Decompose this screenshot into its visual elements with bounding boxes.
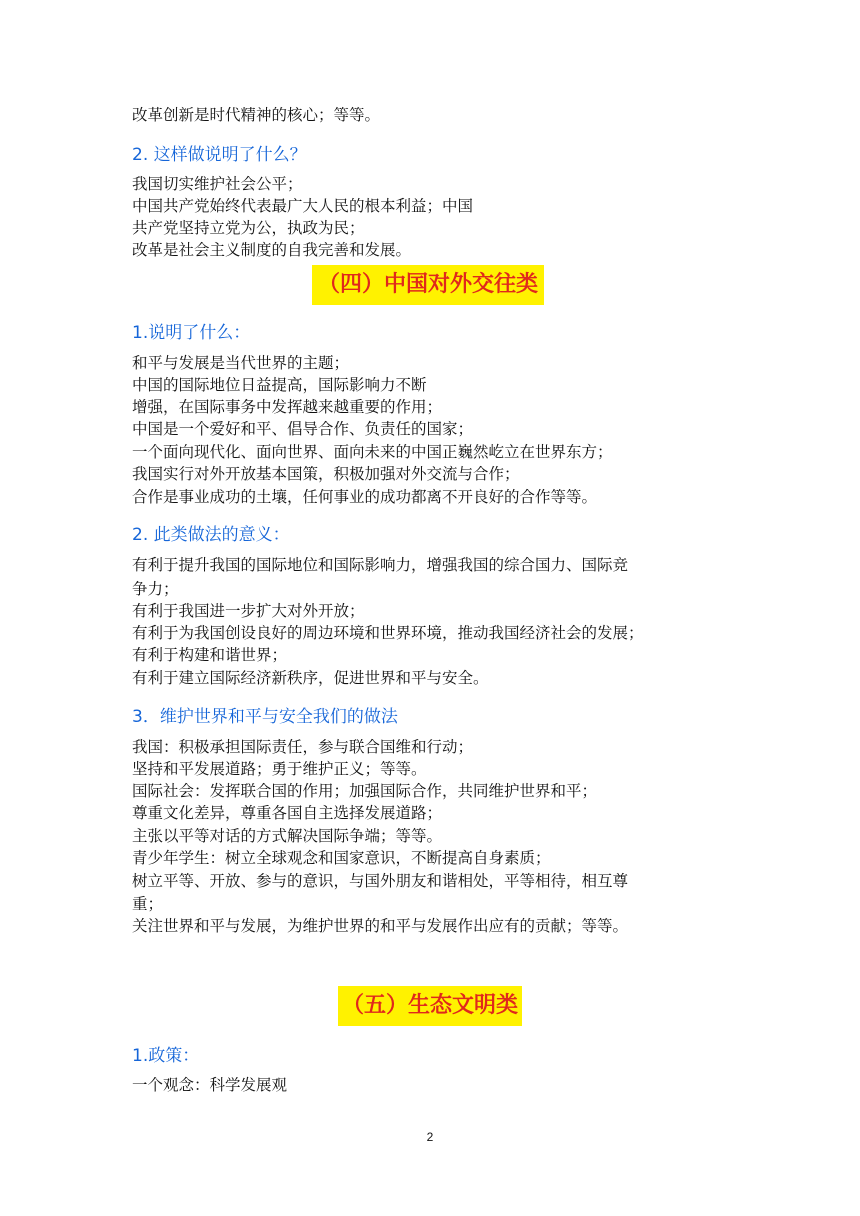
- text-line: 中国是一个爱好和平、倡导合作、负责任的国家；: [132, 420, 474, 438]
- text-line: 一个观念：科学发展观: [132, 1076, 288, 1094]
- text-line: 主张以平等对话的方式解决国际争端；等等。: [132, 827, 443, 845]
- text-line: 改革是社会主义制度的自我完善和发展。: [132, 241, 412, 259]
- text-line: 我国：积极承担国际责任，参与联合国维和行动；: [132, 738, 474, 756]
- question-heading: 3．维护世界和平与安全我们的做法: [132, 707, 398, 727]
- question-heading: 1.政策：: [132, 1046, 200, 1066]
- page-number: 2: [426, 1130, 434, 1144]
- text-line: 有利于提升我国的国际地位和国际影响力，增强我国的综合国力、国际竞: [132, 556, 629, 574]
- text-line: 一个面向现代化、面向世界、面向未来的中国正巍然屹立在世界东方；: [132, 443, 613, 461]
- text-line: 尊重文化差异，尊重各国自主选择发展道路；: [132, 804, 443, 822]
- text-line: 和平与发展是当代世界的主题；: [132, 354, 350, 372]
- text-line: 有利于建立国际经济新秩序，促进世界和平与安全。: [132, 669, 489, 687]
- text-line: 树立平等、开放、参与的意识，与国外朋友和谐相处，平等相待，相互尊: [132, 872, 629, 890]
- text-line: 共产党坚持立党为公，执政为民；: [132, 219, 365, 237]
- text-line: 中国共产党始终代表最广大人民的根本利益；中国: [132, 197, 474, 215]
- text-line: 有利于我国进一步扩大对外开放；: [132, 602, 365, 620]
- text-line: 关注世界和平与发展，为维护世界的和平与发展作出应有的贡献；等等。: [132, 917, 629, 935]
- question-heading: 2. 这样做说明了什么？: [132, 145, 307, 165]
- text-line: 重；: [132, 895, 164, 913]
- text-line: 有利于构建和谐世界；: [132, 646, 288, 664]
- text-line: 我国实行对外开放基本国策，积极加强对外交流与合作；: [132, 465, 520, 483]
- text-line: 有利于为我国创设良好的周边环境和世界环境，推动我国经济社会的发展；: [132, 624, 644, 642]
- question-heading: 2. 此类做法的意义：: [132, 525, 290, 545]
- section-banner: （四）中国对外交往类: [312, 265, 544, 305]
- question-heading: 1.说明了什么：: [132, 323, 251, 343]
- text-line: 合作是事业成功的土壤，任何事业的成功都离不开良好的合作等等。: [132, 488, 598, 506]
- intro-line: 改革创新是时代精神的核心；等等。: [132, 106, 381, 124]
- text-line: 国际社会：发挥联合国的作用；加强国际合作，共同维护世界和平；: [132, 782, 598, 800]
- text-line: 增强，在国际事务中发挥越来越重要的作用；: [132, 398, 443, 416]
- text-line: 中国的国际地位日益提高，国际影响力不断: [132, 376, 427, 394]
- text-line: 青少年学生：树立全球观念和国家意识，不断提高自身素质；: [132, 849, 551, 867]
- text-line: 我国切实维护社会公平；: [132, 175, 303, 193]
- section-banner: （五）生态文明类: [338, 986, 522, 1026]
- text-line: 坚持和平发展道路；勇于维护正义；等等。: [132, 760, 427, 778]
- text-line: 争力；: [132, 580, 179, 598]
